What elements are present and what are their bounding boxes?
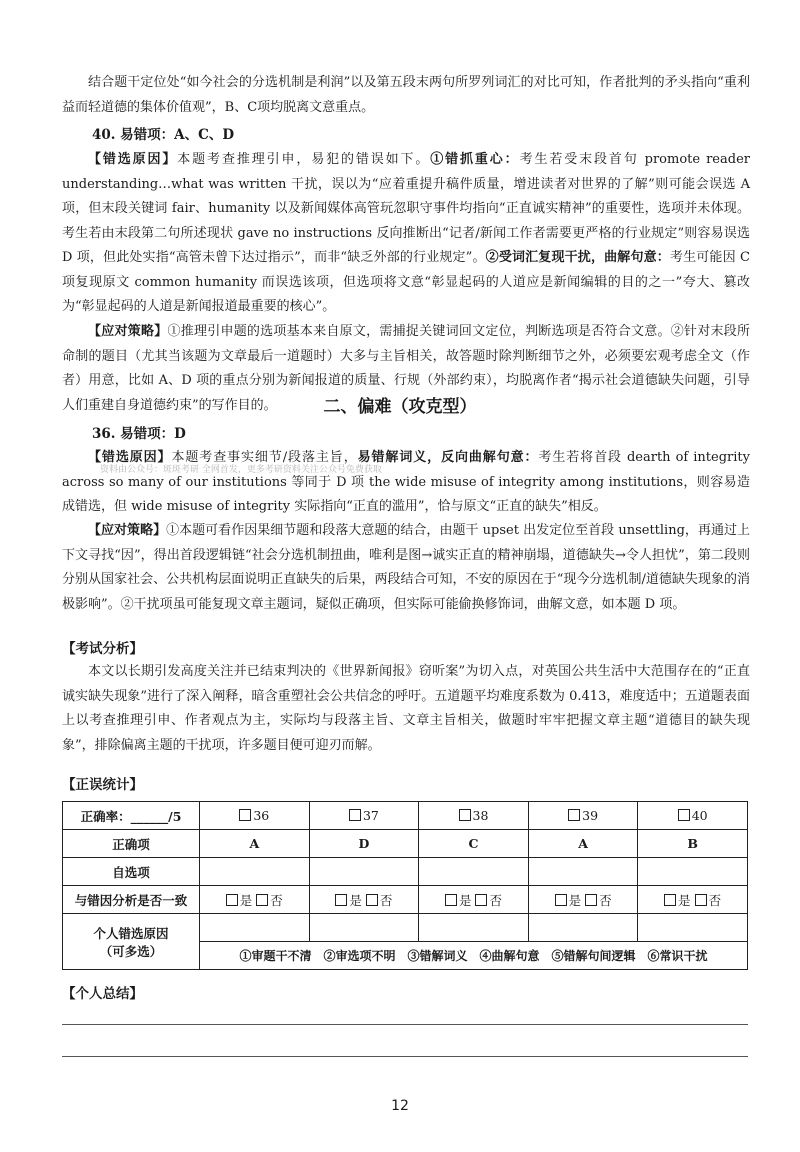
- q40-reason-part3: 考生可能因 C 项复现原文 common humanity 而误选该项，但选项将文意“彰显起码的人道应是新闻编辑的目的之一”夸大、篡改为“彰显起码的人道是新闻报道最重要的核心”。: [62, 250, 750, 314]
- checkbox-icon[interactable]: [256, 894, 268, 906]
- q40-reason-part2: 考生若受末段首句 promote reader understanding…what was written 干扰，误以为“应着重提升稿件质量，增进读者对世界的了解”则可能会误选 A 项，但末段关键词 fair、humanity 以及新闻媒体高管玩忽职守事件均指向“正直诚实精神”的重要性，选项并未体现。考生若由末段第二句所述现状 gave no instructions 反向推断出“记者/新闻工作者需要更严格的行业规定”则容易误选 D 项，但此处实指“高管未曾下达过指示”，而非“缺乏外部的行业规定”。: [62, 152, 750, 265]
- checkbox-icon[interactable]: [475, 894, 487, 906]
- q-header-38[interactable]: 38: [419, 802, 529, 830]
- personal-reason-37[interactable]: [309, 914, 419, 942]
- checkbox-icon[interactable]: [695, 894, 707, 906]
- stats-row-self: [63, 858, 748, 886]
- self-answer-38[interactable]: [419, 858, 529, 886]
- q36-strategy-text: ①本题可看作因果细节题和段落大意题的结合，由题干 upset 出发定位至首段 unsettling，再通过上下文寻找“因”，得出首段逻辑链“社会分选机制扭曲，唯利是图→诚实正直的精神崩塌，道德缺失→令人担忧”，第二段则分别从国家社会、公共机构层面说明正直缺失的后果，两段结合可知，不安的原因在于“现今分选机制/道德缺失现象的消极影响”。②干扰项虽可能复现文章主题词，疑似正确项，但实际可能偷换修饰词，曲解文意，如本题 D 项。: [62, 523, 750, 612]
- checkbox-icon[interactable]: [555, 894, 567, 906]
- accuracy-label: 正确率：: [80, 808, 131, 824]
- correct-label: 正确项: [63, 830, 200, 858]
- checkbox-icon[interactable]: [239, 809, 251, 821]
- checkbox-icon[interactable]: [226, 894, 238, 906]
- personal-reason-36[interactable]: [200, 914, 310, 942]
- reason-options: [200, 942, 748, 970]
- correct-answer-37: D: [309, 830, 419, 858]
- q36-strategy-paragraph: [62, 519, 750, 617]
- q36-reason-part2: 考生若将首段 dearth of integrity across so many of our institutions 等同于 D 项 the wide misuse of integrity among institutions，则容易造成错选，但 wide misuse of integrity 实际指向“正直的滥用”，恰与原文“正直的缺失”相反。: [62, 450, 750, 514]
- correct-answer-39: A: [528, 830, 638, 858]
- stats-row-correct: [63, 830, 748, 858]
- reason-option-3[interactable]: ③错解词义: [407, 949, 468, 963]
- personal-reason-label: 个人错选原因 （可多选）: [63, 914, 200, 970]
- q40-reason-paragraph: [62, 148, 750, 320]
- q40-strategy-label: 【应对策略】: [88, 324, 168, 339]
- section-title: 二、偏难（攻克型）: [323, 397, 477, 417]
- reason-option-5[interactable]: ⑤错解句间逻辑: [551, 949, 636, 963]
- q36-reason-paragraph: [62, 446, 750, 520]
- stats-row-match: [63, 886, 748, 914]
- checkbox-icon[interactable]: [335, 894, 347, 906]
- accuracy-total: /5: [168, 808, 182, 824]
- summary-heading: 【个人总结】: [62, 986, 143, 1002]
- personal-reason-40[interactable]: [638, 914, 748, 942]
- checkbox-icon[interactable]: [445, 894, 457, 906]
- checkbox-icon[interactable]: [568, 809, 580, 821]
- self-answer-36[interactable]: [200, 858, 310, 886]
- q-header-40[interactable]: 40: [638, 802, 748, 830]
- match-cell-39: 是 否: [528, 886, 638, 914]
- q36-reason-label: 【错选原因】: [88, 450, 172, 465]
- summary-line-2[interactable]: [62, 1056, 748, 1057]
- correct-answer-36: A: [200, 830, 310, 858]
- q-header-37[interactable]: 37: [309, 802, 419, 830]
- match-cell-36: 是 否: [200, 886, 310, 914]
- self-answer-37[interactable]: [309, 858, 419, 886]
- self-answer-39[interactable]: [528, 858, 638, 886]
- q36-reason-part1: 本题考查事实细节/段落主旨，: [171, 450, 358, 465]
- correct-answer-38: C: [419, 830, 529, 858]
- q36-reason-bold: 易错解词义，反向曲解句意：: [357, 450, 539, 465]
- accuracy-blank[interactable]: ______: [130, 808, 169, 824]
- checkbox-icon[interactable]: [349, 809, 361, 821]
- q40-error1-label: ①错抓重心：: [430, 152, 520, 167]
- checkbox-icon[interactable]: [459, 809, 471, 821]
- stats-heading: 【正误统计】: [62, 777, 143, 793]
- match-cell-37: 是 否: [309, 886, 419, 914]
- stats-table: [62, 801, 748, 970]
- q40-strategy-text: ①推理引申题的选项基本来自原文，需捕捉关键词回文定位，判断选项是否符合文意。②针对末段所命制的题目（尤其当该题为文章最后一道题时）大多与主旨相关，故答题时除判断细节之外，必须要宏观考虑全文（作者）用意，比如 A、D 项的重点分别为新闻报道的质量、行规（外部约束），均脱离作者“揭示社会道德缺失问题，引导人们重建自身道德约束”的写作目的。: [62, 324, 750, 413]
- analysis-text: 本文以长期引发高度关注并已结束判决的《世界新闻报》窃听案”为切入点，对英国公共生活中大范围存在的“正直诚实缺失现象”进行了深入阐释，暗含重塑社会公共信念的呼吁。五道题平均难度系数为 0.413，难度适中；五道题表面上以考查推理引申、作者观点为主，实际均与段落主旨、文章主旨相关，做题时牢牢把握文章主题“道德目的缺失现象”，排除偏离主题的干扰项，许多题目便可迎刃而解。: [62, 664, 750, 753]
- analysis-heading: 【考试分析】: [62, 641, 143, 657]
- checkbox-icon[interactable]: [664, 894, 676, 906]
- watermark: 资料由公众号：斑斑考研 全网首发，更多考研资料关注公众号免费获取: [100, 465, 382, 475]
- reason-option-4[interactable]: ④曲解句意: [479, 949, 540, 963]
- q40-error2-label: ②受词汇复现干扰，曲解句意：: [485, 250, 670, 265]
- q40-reason-part1: 本题考查推理引申，易犯的错误如下。: [177, 152, 431, 167]
- q-header-39[interactable]: 39: [528, 802, 638, 830]
- personal-reason-39[interactable]: [528, 914, 638, 942]
- intro-paragraph: 结合题干定位处“如今社会的分选机制是利润”以及第五段末两句所罗列词汇的对比可知，作者批判的矛头指向“重利益而轻道德的集体价值观”，B、C项均脱离文意重点。: [62, 75, 750, 115]
- summary-line-1[interactable]: [62, 1024, 748, 1025]
- q-header-36[interactable]: 36: [200, 802, 310, 830]
- checkbox-icon[interactable]: [678, 809, 690, 821]
- q36-strategy-label: 【应对策略】: [88, 523, 167, 538]
- accuracy-cell: [63, 802, 200, 830]
- correct-answer-40: B: [638, 830, 748, 858]
- page-number: 12: [391, 1098, 409, 1114]
- reason-option-2[interactable]: ②审选项不明: [323, 949, 396, 963]
- match-cell-40: 是 否: [638, 886, 748, 914]
- checkbox-icon[interactable]: [585, 894, 597, 906]
- q40-title: 40. 易错项：A、C、D: [92, 127, 235, 143]
- checkbox-icon[interactable]: [366, 894, 378, 906]
- self-label: 自选项: [63, 858, 200, 886]
- q40-reason-label: 【错选原因】: [88, 152, 178, 167]
- reason-option-6[interactable]: ⑥常识干扰: [647, 949, 708, 963]
- personal-reason-38[interactable]: [419, 914, 529, 942]
- match-label: 与错因分析是否一致: [63, 886, 200, 914]
- stats-row-personal-blank: [63, 914, 748, 942]
- match-cell-38: 是 否: [419, 886, 529, 914]
- self-answer-40[interactable]: [638, 858, 748, 886]
- q36-title: 36. 易错项：D: [92, 426, 186, 442]
- reason-option-1[interactable]: ①审题干不清: [239, 949, 312, 963]
- stats-row-accuracy: [63, 802, 748, 830]
